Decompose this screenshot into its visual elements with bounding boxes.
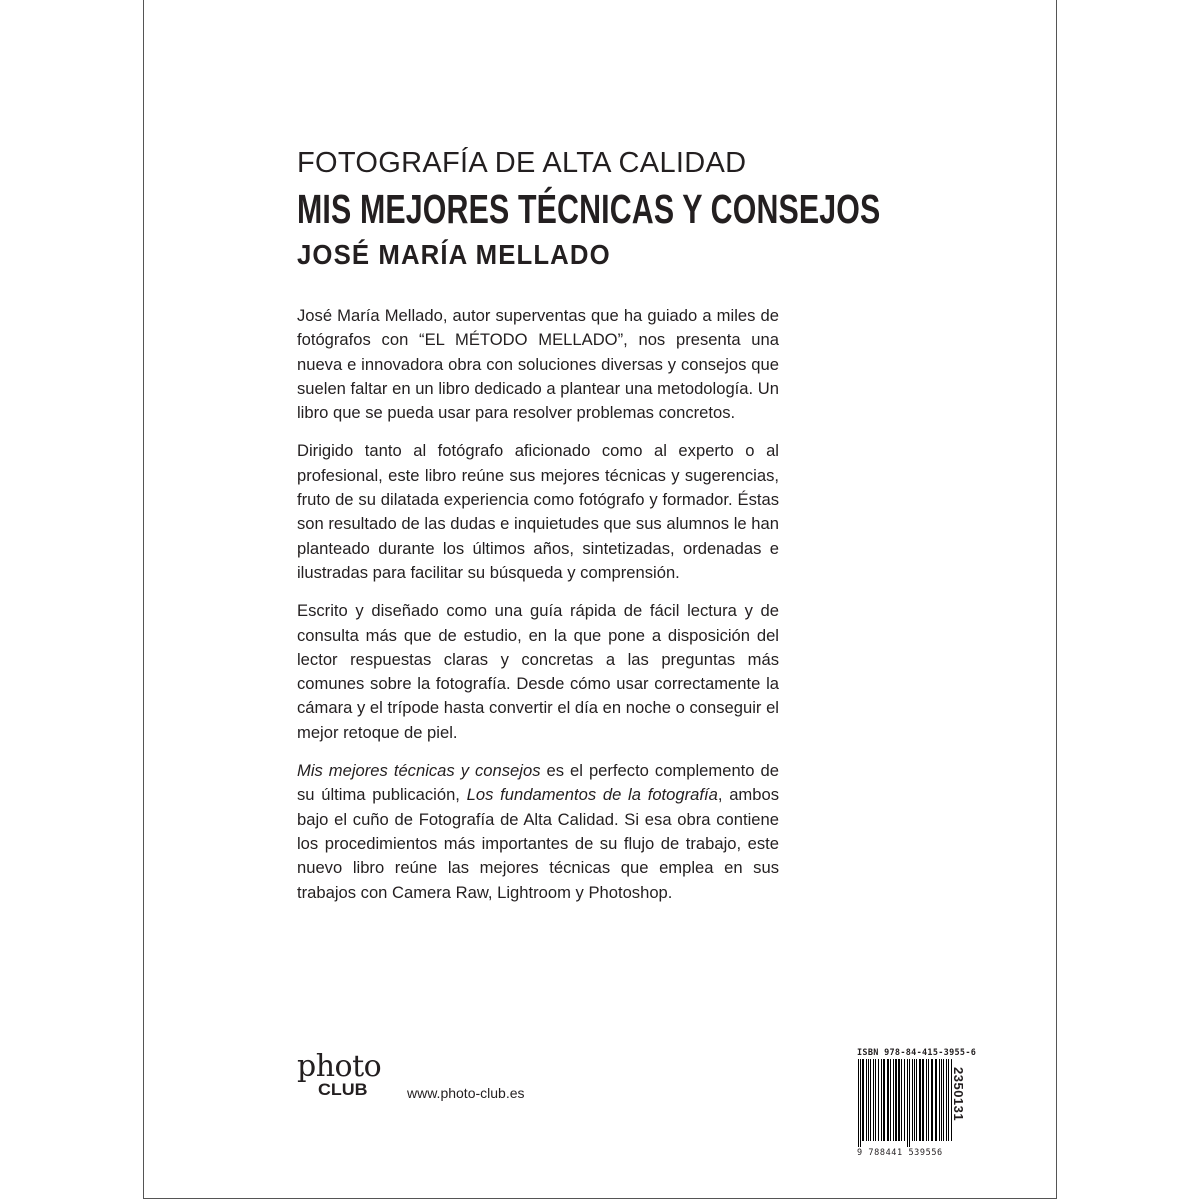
book-title: MIS MEJORES TÉCNICAS Y CONSEJOS bbox=[297, 186, 881, 232]
barcode-bar bbox=[881, 1059, 882, 1141]
barcode-bar bbox=[868, 1059, 869, 1141]
barcode-bar bbox=[887, 1059, 889, 1141]
blurb bbox=[297, 304, 779, 919]
barcode-bar bbox=[873, 1059, 874, 1141]
isbn-label: ISBN 978-84-415-3955-6 bbox=[857, 1048, 977, 1058]
barcode-bar bbox=[860, 1059, 861, 1147]
barcode-bar bbox=[916, 1059, 917, 1141]
book-title-italic: Mis mejores técnicas y consejos bbox=[297, 761, 541, 781]
barcode-bar bbox=[909, 1059, 910, 1147]
barcode-bar bbox=[870, 1059, 871, 1141]
barcode-bar bbox=[912, 1059, 913, 1141]
publisher-logo-photo: photo bbox=[297, 1049, 382, 1084]
barcode-bar bbox=[907, 1059, 908, 1147]
blurb-paragraph-3: Escrito y diseñado como una guía rápida de fácil lectura y de consulta más que de estudio, en la que pone a disposición del lector respuestas claras y concretas a las preguntas más comunes sobre la fotografía. Desde cómo usar correctamente la cámara y el trípode hasta convertir el día en noche o conseguir el mejor retoque de piel. bbox=[297, 601, 779, 742]
series-name: FOTOGRAFÍA DE ALTA CALIDAD bbox=[297, 147, 747, 179]
blurb-paragraph-2: Dirigido tanto al fotógrafo aficionado como al experto o al profesional, este libro reúne sus mejores técnicas y sugerencias, fruto de su dilatada experiencia como fotógrafo y formador. Éstas son resultado de las dudas e inquietudes que sus alumnos le han planteado durante los últimos años, sintetizadas, ordenadas e ilustradas para facilitar su búsqueda y comprensión. bbox=[297, 441, 779, 582]
barcode-bar bbox=[904, 1059, 905, 1141]
barcode-bar bbox=[919, 1059, 921, 1141]
barcode-bar bbox=[858, 1059, 859, 1147]
barcode-bar bbox=[943, 1059, 944, 1141]
barcode-bar bbox=[935, 1059, 937, 1141]
barcode-bar bbox=[875, 1059, 876, 1141]
barcode-bar bbox=[946, 1059, 947, 1141]
barcode-bar bbox=[866, 1059, 867, 1141]
blurb-paragraph-4 bbox=[297, 759, 779, 905]
ean-digits: 9 788441 539556 bbox=[857, 1148, 943, 1158]
barcode-bar bbox=[948, 1059, 949, 1141]
barcode-bar bbox=[893, 1059, 894, 1141]
barcode-bar bbox=[878, 1059, 879, 1141]
barcode-bar bbox=[939, 1059, 940, 1141]
paragraph-4-text-a: es el perfecto complemento de su última publicación, bbox=[297, 761, 779, 805]
other-book-title-italic: Los fundamentos de la fotografía bbox=[466, 785, 718, 805]
barcode-bar bbox=[914, 1059, 915, 1141]
barcode-bar bbox=[895, 1059, 897, 1141]
barcode-bar bbox=[890, 1059, 891, 1141]
barcode-bar bbox=[941, 1059, 942, 1141]
barcode bbox=[857, 1059, 959, 1147]
barcode-bar bbox=[928, 1059, 929, 1141]
barcode-bar bbox=[883, 1059, 885, 1141]
blurb-paragraph-1: José María Mellado, autor superventas que ha guiado a miles de fotógrafos con “EL MÉTODO MELLADO”, nos presenta una nueva e innovadora obra con soluciones diversas y consejos que suelen faltar en un libro dedicado a plantear una metodología. Un libro que se pueda usar para resolver problemas concretos. bbox=[297, 306, 779, 423]
barcode-bar bbox=[862, 1059, 864, 1141]
barcode-bar bbox=[922, 1059, 924, 1141]
barcode-bar bbox=[901, 1059, 902, 1141]
barcode-bar bbox=[898, 1059, 900, 1141]
barcode-bar bbox=[926, 1059, 927, 1141]
publisher-website[interactable]: www.photo-club.es bbox=[407, 1085, 525, 1101]
publisher-logo-club: CLUB bbox=[318, 1080, 368, 1099]
barcode-bar bbox=[931, 1059, 933, 1141]
barcode-graphic bbox=[857, 1059, 959, 1147]
paragraph-4-text-b: , ambos bajo el cuño de Fotografía de Alta Calidad. Si esa obra contiene los procedimientos más importantes de su flujo de trabajo, este nuevo libro reúne las mejores técnicas que emplea en sus trabajos con Camera Raw, Lightroom y Photoshop. bbox=[297, 785, 780, 902]
side-code: 2350131 bbox=[951, 1067, 966, 1122]
author-name: JOSÉ MARÍA MELLADO bbox=[297, 239, 611, 270]
